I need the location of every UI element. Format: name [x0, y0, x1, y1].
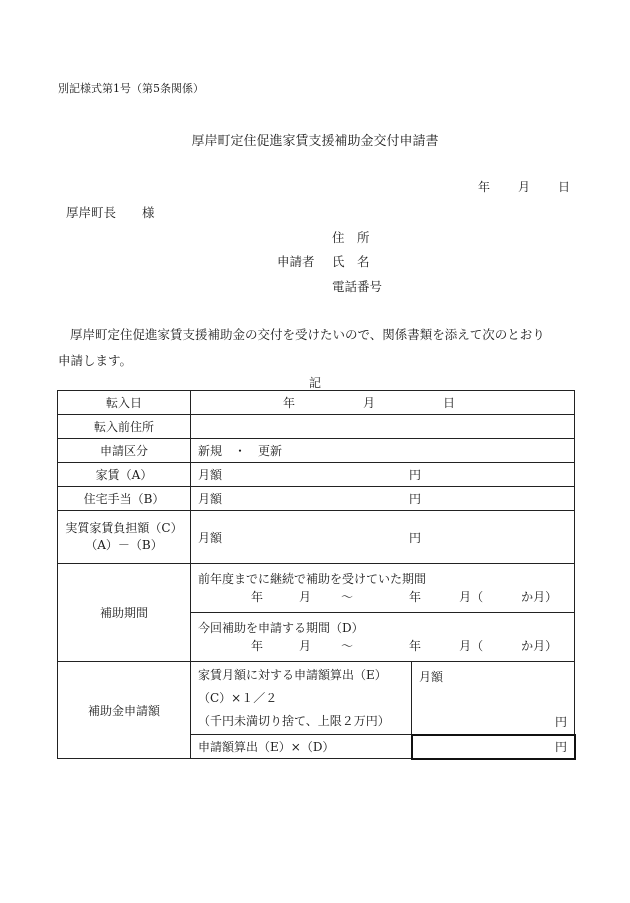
subsidy-period-label: 補助期間 — [58, 564, 191, 662]
table-row-period-prev — [58, 564, 575, 613]
subsidy-total-field[interactable]: 円 — [412, 735, 575, 759]
actual-burden-label: 実質家賃負担額（C） （A）－（B） — [58, 511, 191, 564]
date-year: 年 — [478, 180, 491, 194]
addressee-honorific: 様 — [142, 205, 155, 220]
date-line — [478, 178, 570, 195]
table-row-move-in-date — [58, 391, 575, 415]
phone-label: 電話番号 — [332, 279, 383, 294]
move-in-date-field[interactable]: 年 月 日 — [191, 391, 575, 415]
table-row-prev-address — [58, 415, 575, 439]
table-row-actual-burden — [58, 511, 575, 564]
address-label: 住 所 — [332, 230, 370, 245]
date-day: 日 — [558, 180, 571, 194]
rent-field[interactable]: 月額 円 — [191, 463, 575, 487]
prev-address-label: 転入前住所 — [58, 415, 191, 439]
category-label: 申請区分 — [58, 439, 191, 463]
prev-period-field[interactable]: 前年度までに継続で補助を受けていた期間 年 月 ～ 年 月（ か月） — [191, 564, 575, 613]
subsidy-calc-description: 家賃月額に対する申請額算出（E） （C）×１／２ （千円未満切り捨て、上限２万円） — [191, 662, 412, 735]
housing-allowance-label: 住宅手当（B） — [58, 487, 191, 511]
table-row-housing-allowance — [58, 487, 575, 511]
current-period-field[interactable]: 今回補助を申請する期間（D） 年 月 ～ 年 月（ か月） — [191, 613, 575, 662]
housing-allowance-field[interactable]: 月額 円 — [191, 487, 575, 511]
application-table — [57, 390, 575, 759]
table-row-rent — [58, 463, 575, 487]
category-options[interactable]: 新規 ・ 更新 — [191, 439, 575, 463]
intro-line-1: 厚岸町定住促進家賃支援補助金の交付を受けたいので、関係書類を添えて次のとおり — [70, 327, 545, 342]
table-row-category — [58, 439, 575, 463]
addressee-name: 厚岸町長 — [66, 205, 117, 220]
actual-burden-field[interactable]: 月額 円 — [191, 511, 575, 564]
date-month: 月 — [518, 180, 531, 194]
current-period-title: 今回補助を申請する期間（D） — [198, 621, 364, 635]
prev-address-field[interactable] — [191, 415, 575, 439]
name-label: 氏 名 — [332, 254, 370, 269]
prev-period-title: 前年度までに継続で補助を受けていた期間 — [198, 572, 427, 586]
document-title: 厚岸町定住促進家賃支援補助金交付申請書 — [191, 134, 439, 149]
move-in-date-label: 転入日 — [58, 391, 191, 415]
subsidy-total-label: 申請額算出（E）×（D） — [191, 735, 412, 759]
rent-label: 家賃（A） — [58, 463, 191, 487]
applicant-label: 申請者 — [277, 254, 315, 269]
table-row-subsidy-calc — [58, 662, 575, 735]
ki-mark: 記 — [308, 376, 321, 390]
intro-line-2: 申請します。 — [58, 353, 133, 368]
subsidy-monthly-field[interactable]: 月額 円 — [412, 662, 575, 735]
intro-paragraph — [58, 322, 578, 374]
form-number: 別記様式第1号（第5条関係） — [58, 82, 204, 95]
addressee — [66, 203, 155, 221]
subsidy-amount-label: 補助金申請額 — [58, 662, 191, 759]
